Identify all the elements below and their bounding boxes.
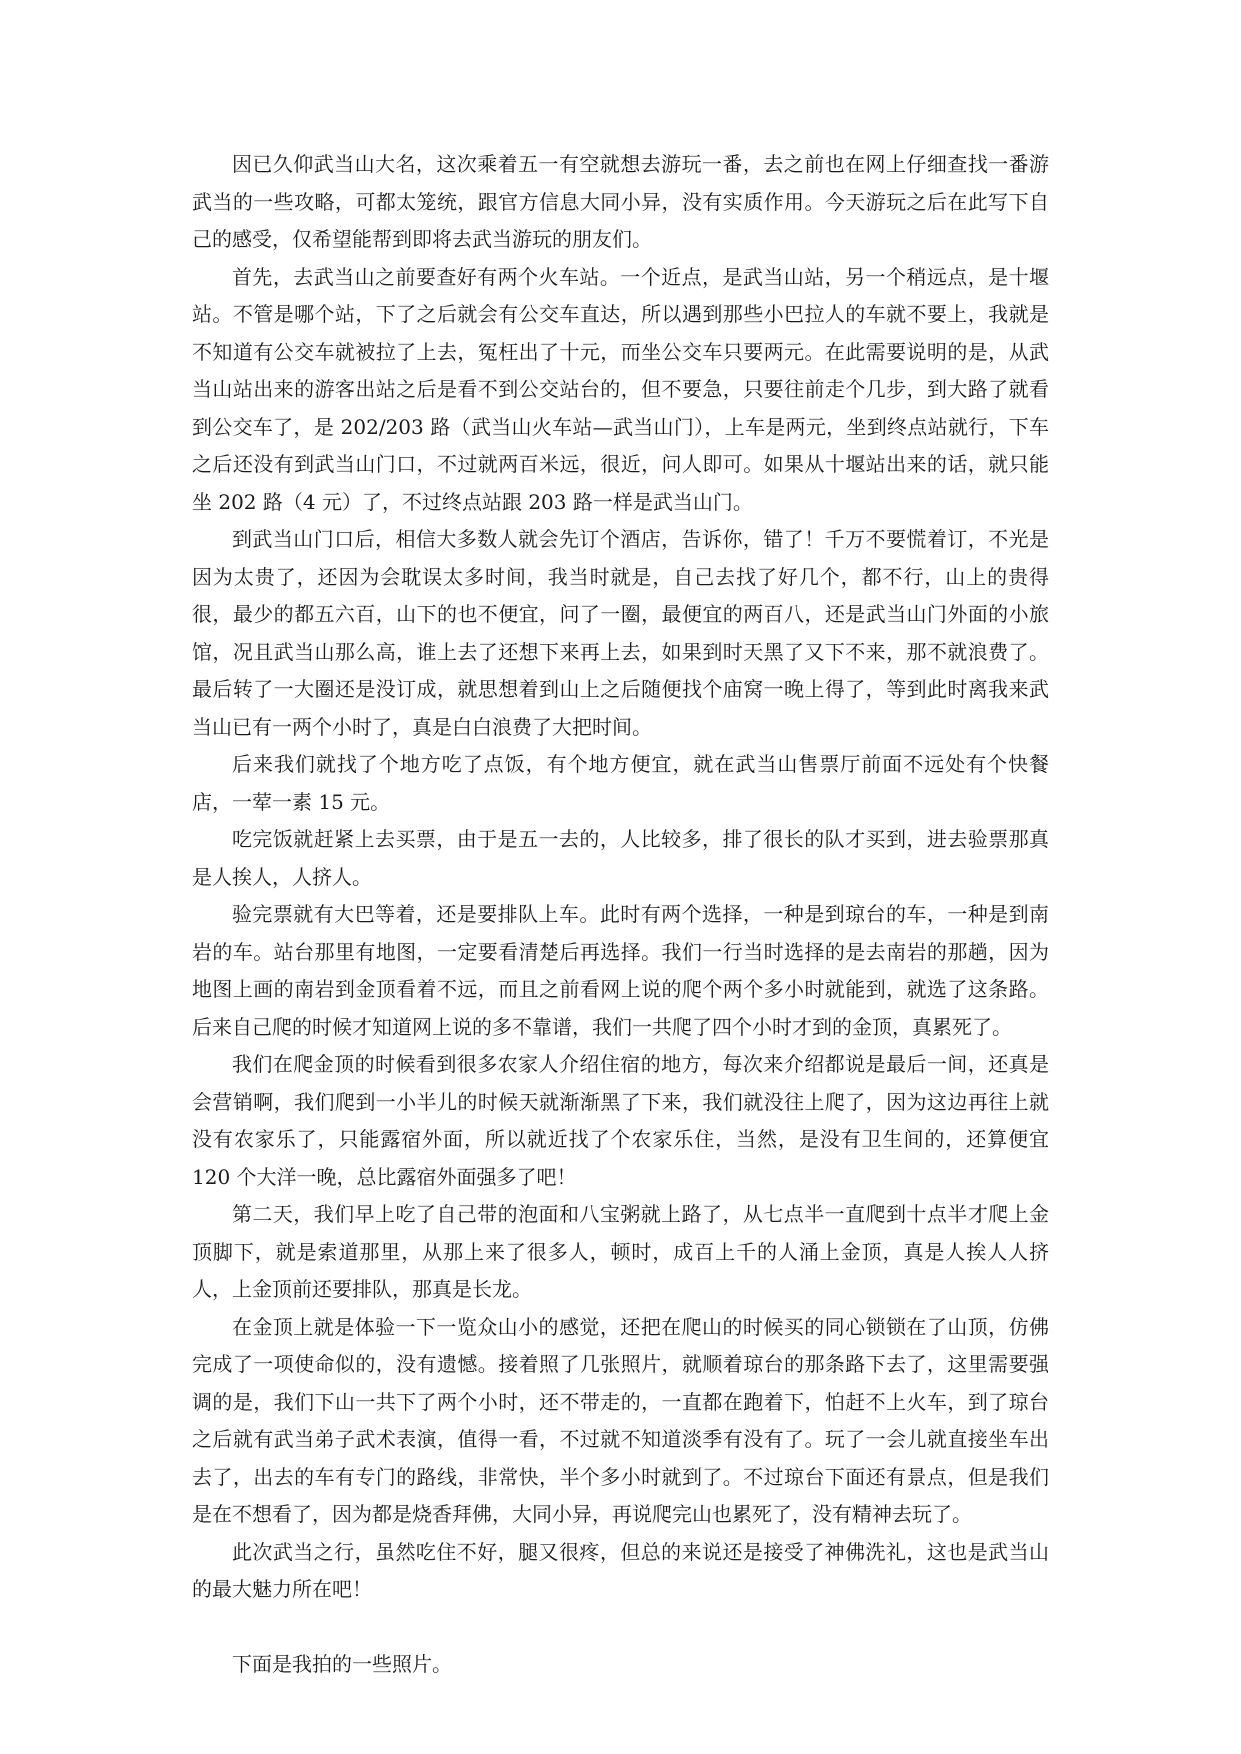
paragraph-hotel-advice: 到武当山门口后，相信大多数人就会先订个酒店，告诉你，错了！千万不要慌着订，不光是因为太贵了，还因为会耽误太多时间，我当时就是，自己去找了好几个，都不行，山上的贵得很，最少的都五六百，山下的也不便宜，问了一圈，最便宜的两百八，还是武当山门外面的小旅馆，况且武当山那么高，谁上去了还想下来再上去，如果到时天黑了又下不来，那不就浪费了。最后转了一大圈还是没订成，就思想着到山上之后随便找个庙窝一晚上得了，等到此时离我来武当山已有一两个小时了，真是白白浪费了大把时间。	[192, 527, 1049, 739]
paragraph-meal: 后来我们就找了个地方吃了点饭，有个地方便宜，就在武当山售票厅前面不远处有个快餐店，一荤一素 15 元。	[192, 752, 1049, 814]
paragraph-photos-note: 下面是我拍的一些照片。	[232, 1652, 452, 1676]
paragraph-summit: 在金顶上就是体验一下一览众山小的感觉，还把在爬山的时候买的同心锁锁在了山顶，仿佛完成了一项使命似的，没有遗憾。接着照了几张照片，就顺着琼台的那条路下去了，这里需要强调的是，我们下山一共下了两个小时，还不带走的，一直都在跑着下，怕赶不上火车，到了琼台之后就有武当弟子武术表演，值得一看，不过就不知道淡季有没有了。玩了一会儿就直接坐车出去了，出去的车有专门的路线，非常快，半个多小时就到了。不过琼台下面还有景点，但是我们是在不想看了，因为都是烧香拜佛，大同小异，再说爬完山也累死了，没有精神去玩了。	[192, 1314, 1049, 1526]
paragraph-intro: 因已久仰武当山大名，这次乘着五一有空就想去游玩一番，去之前也在网上仔细查找一番游武当的一些攻略，可都太笼统，跟官方信息大同小异，没有实质作用。今天游玩之后在此写下自己的感受，仅希望能帮到即将去武当游玩的朋友们。	[192, 152, 1049, 251]
paragraph-conclusion: 此次武当之行，虽然吃住不好，腿又很疼，但总的来说还是接受了神佛洗礼，这也是武当山的最大魅力所在吧！	[192, 1539, 1049, 1601]
paragraph-tickets: 吃完饭就赶紧上去买票，由于是五一去的，人比较多，排了很长的队才买到，进去验票那真是人挨人，人挤人。	[192, 827, 1049, 889]
paragraph-bus-choice: 验完票就有大巴等着，还是要排队上车。此时有两个选择，一种是到琼台的车，一种是到南岩的车。站台那里有地图，一定要看清楚后再选择。我们一行当时选择的是去南岩的那趟，因为地图上画的南岩到金顶看着不远，而且之前看网上说的爬个两个多小时就能到，就选了这条路。后来自己爬的时候才知道网上说的多不靠谱，我们一共爬了四个小时才到的金顶，真累死了。	[192, 902, 1049, 1039]
article-body	[192, 146, 1049, 1684]
paragraph-train-stations: 首先，去武当山之前要查好有两个火车站。一个近点，是武当山站，另一个稍远点，是十堰站。不管是哪个站，下了之后就会有公交车直达，所以遇到那些小巴拉人的车就不要上，我就是不知道有公交车就被拉了上去，冤枉出了十元，而坐公交车只要两元。在此需要说明的是，从武当山站出来的游客出站之后是看不到公交站台的，但不要急，只要往前走个几步，到大路了就看到公交车了，是 202/203 路（武当山火车站—武当山门），上车是两元，坐到终点站就行，下车之后还没有到武当山门口，不过就两百米远，很近，问人即可。如果从十堰站出来的话，就只能坐 202 路（4 元）了，不过终点站跟 203 路一样是武当山门。	[192, 264, 1049, 514]
paragraph-lodging: 我们在爬金顶的时候看到很多农家人介绍住宿的地方，每次来介绍都说是最后一间，还真是会营销啊，我们爬到一小半儿的时候天就渐渐黑了下来，我们就没往上爬了，因为这边再往上就没有农家乐了，只能露宿外面，所以就近找了个农家乐住，当然，是没有卫生间的，还算便宜 120 个大洋一晚，总比露宿外面强多了吧！	[192, 1052, 1049, 1189]
paragraph-second-day: 第二天，我们早上吃了自己带的泡面和八宝粥就上路了，从七点半一直爬到十点半才爬上金顶脚下，就是索道那里，从那上来了很多人，顿时，成百上千的人涌上金顶，真是人挨人人挤人，上金顶前还要排队，那真是长龙。	[192, 1202, 1049, 1301]
